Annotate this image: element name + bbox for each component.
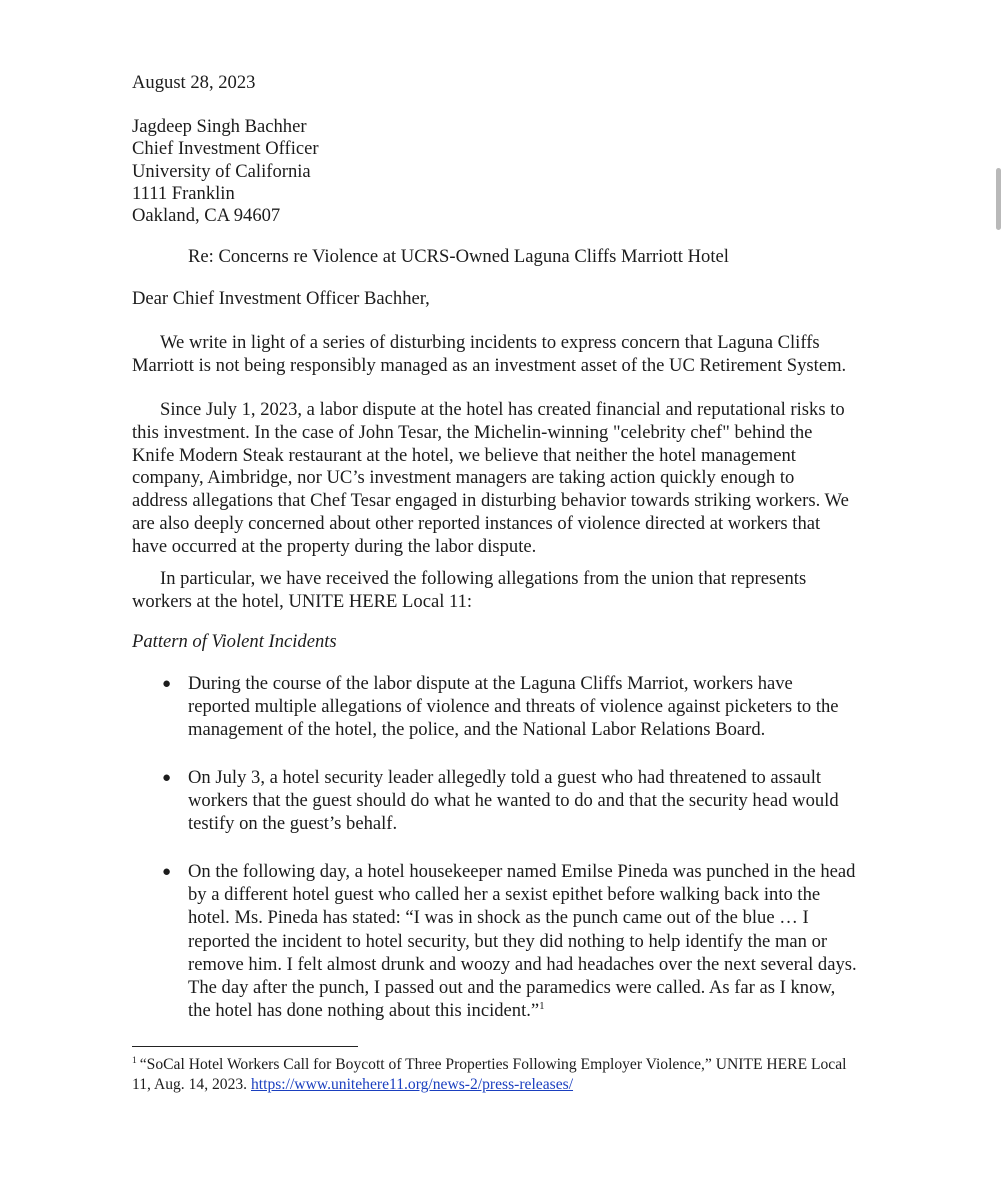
bullet-text [188,672,839,742]
paragraph-intro [132,332,846,378]
bullet-icon: ● [162,770,172,786]
bullet-line: reported the incident to hotel security, but they did nothing to help identify the man or [188,930,828,952]
recipient-title: Chief Investment Officer [132,138,319,160]
letter-date: August 28, 2023 [132,72,256,93]
bullet-icon: ● [162,676,172,692]
paragraph-line: We write in light of a series of disturbing incidents to express concern that Laguna Cliffs [160,332,820,353]
footnote-link[interactable]: https://www.unitehere11.org/news-2/press-releases/ [250,1075,574,1093]
paragraph-line: Knife Modern Steak restaurant at the hotel, we believe that neither the hotel management [132,444,796,466]
bullet-icon: ● [162,864,172,880]
footnote-reference[interactable]: 1 [539,1000,545,1013]
bullet-line: by a different hotel guest who called her a sexist epithet before walking back into the [188,884,821,906]
bullet-line: workers that the guest should do what he wanted to do and that the security head would [188,790,839,812]
section-heading: Pattern of Violent Incidents [132,631,337,652]
scroll-indicator[interactable] [996,168,1001,230]
bullet-line: remove him. I felt almost drunk and woozy and had headaches over the next several days. [188,953,857,975]
paragraph-line: company, Aimbridge, nor UC’s investment managers are taking action quickly enough to [132,467,795,489]
paragraph-line: Marriott is not being responsibly managed as an investment asset of the UC Retirement System. [132,354,847,376]
footnote-citation: “SoCal Hotel Workers Call for Boycott of Three Properties Following Employer Violence,” UNITE HERE Local [139,1056,847,1073]
footnote-divider [132,1046,358,1047]
bullet-line: testify on the guest’s behalf. [188,813,398,835]
bullet-line: management of the hotel, the police, and the National Labor Relations Board. [188,719,766,741]
paragraph-labor-dispute [132,399,849,559]
recipient-organization: University of California [132,160,311,182]
salutation: Dear Chief Investment Officer Bachher, [132,288,430,309]
recipient-address [132,116,319,227]
paragraph-line: In particular, we have received the following allegations from the union that represents [160,568,807,589]
paragraph-line: this investment. In the case of John Tesar, the Michelin-winning "celebrity chef" behind the [132,421,813,443]
footnote-line [132,1075,847,1095]
bullet-line: reported multiple allegations of violence and threats of violence against picketers to the [188,696,839,718]
footnote-marker: 1 [132,1055,137,1066]
recipient-street: 1111 Franklin [132,182,235,204]
bullet-line: On July 3, a hotel security leader allegedly told a guest who had threatened to assault [188,767,822,788]
bullet-line: On the following day, a hotel housekeeper named Emilse Pineda was punched in the head [188,861,856,882]
subject-line: Re: Concerns re Violence at UCRS-Owned Laguna Cliffs Marriott Hotel [188,246,729,267]
paragraph-line: are also deeply concerned about other reported instances of violence directed at workers that [132,512,821,534]
recipient-city: Oakland, CA 94607 [132,205,281,227]
footnote [132,1055,847,1094]
recipient-name: Jagdeep Singh Bachher [132,116,307,137]
bullet-line: The day after the punch, I passed out and the paramedics were called. As far as I know, [188,977,836,999]
bullet-line-text: the hotel has done nothing about this incident.” [188,1000,540,1022]
footnote-citation-date: 11, Aug. 14, 2023. [132,1075,251,1093]
bullet-line: hotel. Ms. Pineda has stated: “I was in shock as the punch came out of the blue … I [188,907,809,929]
paragraph-line: have occurred at the property during the labor dispute. [132,535,537,557]
paragraph-line: workers at the hotel, UNITE HERE Local 11: [132,590,473,612]
bullet-line-last [188,999,857,1022]
paragraph-line: Since July 1, 2023, a labor dispute at the hotel has created financial and reputational risks to [160,399,845,420]
paragraph-line: address allegations that Chef Tesar engaged in disturbing behavior towards striking workers. We [132,490,849,512]
bullet-text [188,860,857,1022]
bullet-line: During the course of the labor dispute at the Laguna Cliffs Marriot, workers have [188,673,793,694]
paragraph-allegations [132,568,806,614]
footnote-line [132,1055,847,1075]
bullet-text [188,766,839,836]
